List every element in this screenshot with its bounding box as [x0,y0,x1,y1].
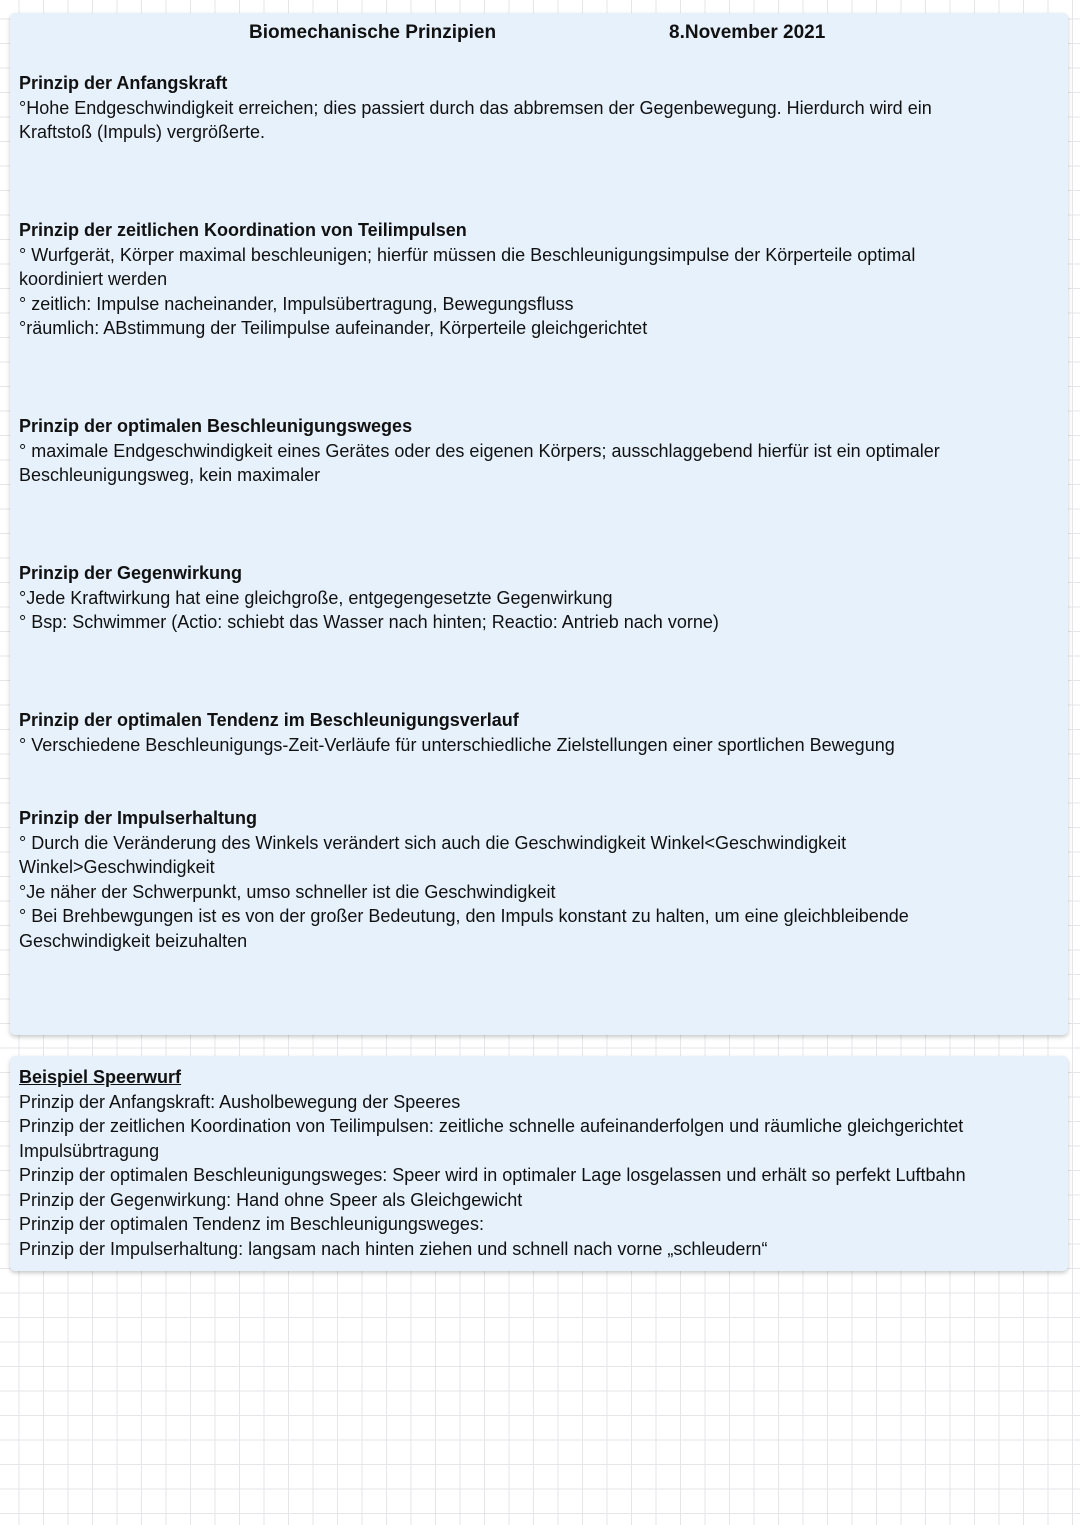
section-line: ° zeitlich: Impulse nacheinander, Impulsübertragung, Bewegungsfluss [19,293,574,314]
section-line: °Hohe Endgeschwindigkeit erreichen; dies passiert durch das abbremsen der Gegenbewegung. Hierdurch wird ein [19,97,932,118]
section-line: ° Wurfgerät, Körper maximal beschleunigen; hierfür müssen die Beschleunigungsimpulse der Körperteile optimal [19,244,916,265]
section-heading: Prinzip der Impulserhaltung [19,808,258,828]
section-heading: Prinzip der Gegenwirkung [19,563,243,583]
example-line: Prinzip der optimalen Beschleunigungsweges: Speer wird in optimaler Lage losgelassen und erhält so perfekt Luftbahn [19,1165,966,1185]
section-line: Kraftstoß (Impuls) vergrößerte. [19,122,266,142]
section-line: Beschleunigungsweg, kein maximaler [19,465,321,485]
section-anfangskraft [19,71,1049,145]
example-line: Prinzip der Anfangskraft: Ausholbewegung der Speeres [19,1091,461,1112]
section-line: ° maximale Endgeschwindigkeit eines Gerätes oder des eigenen Körpers; ausschlaggebend hierfür ist ein optimaler [19,440,940,461]
section-line: koordiniert werden [19,269,168,289]
section-tendenz [19,708,1049,757]
page-date: 8.November 2021 [669,22,826,43]
section-heading: Prinzip der optimalen Beschleunigungsweges [19,416,413,436]
section-line: Winkel>Geschwindigkeit [19,857,215,877]
section-line: °räumlich: ABstimmung der Teilimpulse aufeinander, Körperteile gleichgerichtet [19,318,648,338]
section-line: Geschwindigkeit beizuhalten [19,930,248,951]
section-line: ° Durch die Veränderung des Winkels verändert sich auch die Geschwindigkeit Winkel<Geschwindigkeit [19,832,847,853]
page-title: Biomechanische Prinzipien [249,22,497,43]
section-heading: Prinzip der Anfangskraft [19,73,228,93]
section-gegenwirkung [19,561,1049,635]
example-line: Impulsübrtragung [19,1140,160,1161]
example-section [19,1065,1049,1261]
example-heading: Beispiel Speerwurf [19,1067,182,1087]
section-beschleunigungsweg [19,414,1049,488]
section-line: °Jede Kraftwirkung hat eine gleichgroße, entgegengesetzte Gegenwirkung [19,587,613,608]
example-line: Prinzip der Gegenwirkung: Hand ohne Speer als Gleichgewicht [19,1189,523,1210]
example-line: Prinzip der Impulserhaltung: langsam nach hinten ziehen und schnell nach vorne „schleudern“ [19,1238,768,1259]
example-line: Prinzip der zeitlichen Koordination von Teilimpulsen: zeitliche schnelle aufeinanderfolgen und räumliche gleichgerichtet [19,1116,964,1136]
section-line: ° Bei Brehbewgungen ist es von der großer Bedeutung, den Impuls konstant zu halten, um eine gleichbleibende [19,906,909,926]
section-koordination [19,218,1049,341]
section-heading: Prinzip der optimalen Tendenz im Beschleunigungsverlauf [19,710,519,730]
section-impulserhaltung [19,806,1049,953]
example-line: Prinzip der optimalen Tendenz im Beschleunigungsweges: [19,1214,484,1234]
section-line: ° Bsp: Schwimmer (Actio: schiebt das Wasser nach hinten; Reactio: Antrieb nach vorne) [19,612,719,632]
section-heading: Prinzip der zeitlichen Koordination von Teilimpulsen [19,220,467,240]
section-line: ° Verschiedene Beschleunigungs-Zeit-Verläufe für unterschiedliche Zielstellungen einer sportlichen Bewegung [19,734,895,755]
section-line: °Je näher der Schwerpunkt, umso schneller ist die Geschwindigkeit [19,881,556,902]
